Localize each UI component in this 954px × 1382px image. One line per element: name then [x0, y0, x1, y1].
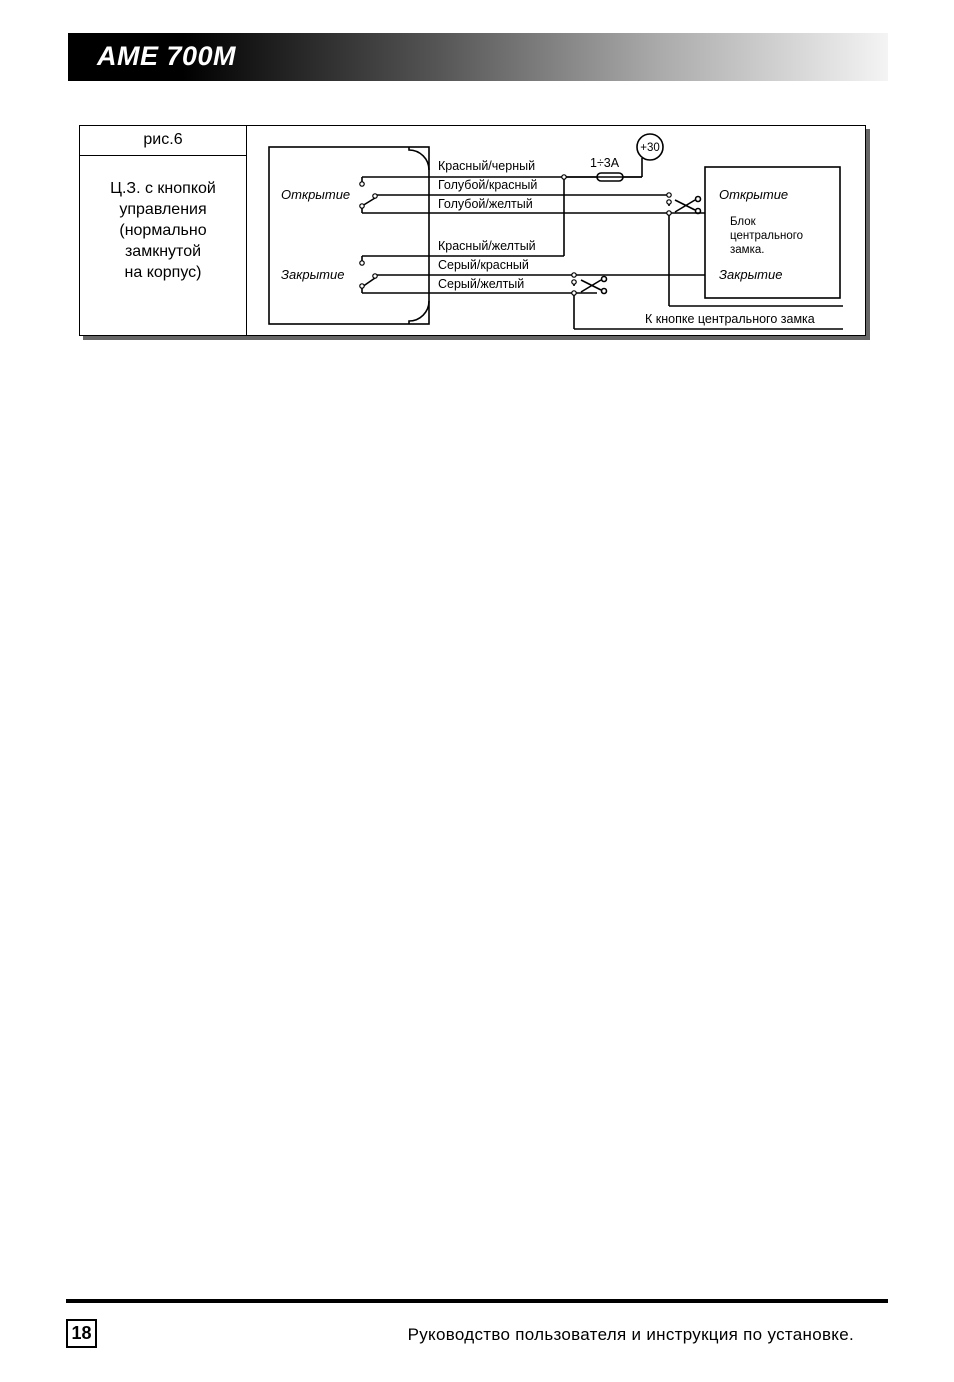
caption-line: управления: [119, 201, 207, 218]
junction-dot: [572, 273, 576, 277]
wire-label-blue-red: Голубой/красный: [438, 178, 538, 192]
caption-line: Ц.З. с кнопкой: [110, 180, 216, 197]
lock-title-line: Блок: [730, 216, 756, 228]
fuse-label: 1÷3А: [590, 156, 620, 170]
junction-dot: [562, 175, 566, 179]
figure-left-column: [80, 126, 247, 335]
junction-dot: [360, 284, 364, 288]
scissors-close-icon: [581, 280, 601, 292]
wire-label-red-black: Красный/черный: [438, 159, 536, 173]
relay-close-label: Закрытие: [281, 267, 345, 282]
figure-box: [79, 125, 866, 336]
scissors-open-handle: [696, 197, 701, 202]
lock-close-label: Закрытие: [719, 267, 783, 282]
junction-dot: [360, 204, 364, 208]
caption-line: замкнутой: [124, 243, 202, 260]
junction-dot: [360, 182, 364, 186]
wire-label-blue-yellow: Голубой/желтый: [438, 197, 533, 211]
wiring-diagram: [247, 126, 865, 335]
junction-dot: [667, 193, 671, 197]
junction-dot: [360, 261, 364, 265]
lock-open-label: Открытие: [719, 187, 789, 202]
wire-label-gray-red: Серый/красный: [438, 258, 529, 272]
footer-text: Руководство пользователя и инструкция по установке.: [407, 1325, 854, 1344]
wire-label-gray-yellow: Серый/желтый: [438, 277, 525, 291]
wire-label-red-yellow: Красный/желтый: [438, 239, 536, 253]
alarm-unit-box: [269, 147, 429, 324]
connector-hump-bottom: [409, 301, 429, 324]
connector-hump-top: [409, 147, 429, 170]
lock-title-line: замка.: [730, 244, 765, 256]
page-title: AME 700M: [97, 41, 237, 71]
power-label: +30: [640, 142, 660, 154]
junction-dot: [667, 211, 671, 215]
scissors-close-handle: [602, 289, 607, 294]
junction-dot: [572, 291, 576, 295]
figure-caption: [80, 156, 246, 283]
page-number: 18: [66, 1319, 97, 1348]
junction-dot: [572, 280, 576, 284]
relay-open-label: Открытие: [281, 187, 351, 202]
caption-line: (нормально: [119, 222, 207, 239]
footer-rule: [66, 1299, 888, 1303]
junction-dot: [667, 200, 671, 204]
junction-dot: [373, 194, 377, 198]
button-label: К кнопке центрального замка: [645, 312, 815, 326]
scissors-open-handle: [696, 209, 701, 214]
scissors-close-handle: [602, 277, 607, 282]
figure-label: рис.6: [80, 126, 246, 156]
lock-title-line: центрального: [730, 230, 804, 242]
junction-dot: [373, 274, 377, 278]
scissors-open-icon: [675, 200, 695, 212]
caption-line: на корпус): [124, 264, 202, 281]
